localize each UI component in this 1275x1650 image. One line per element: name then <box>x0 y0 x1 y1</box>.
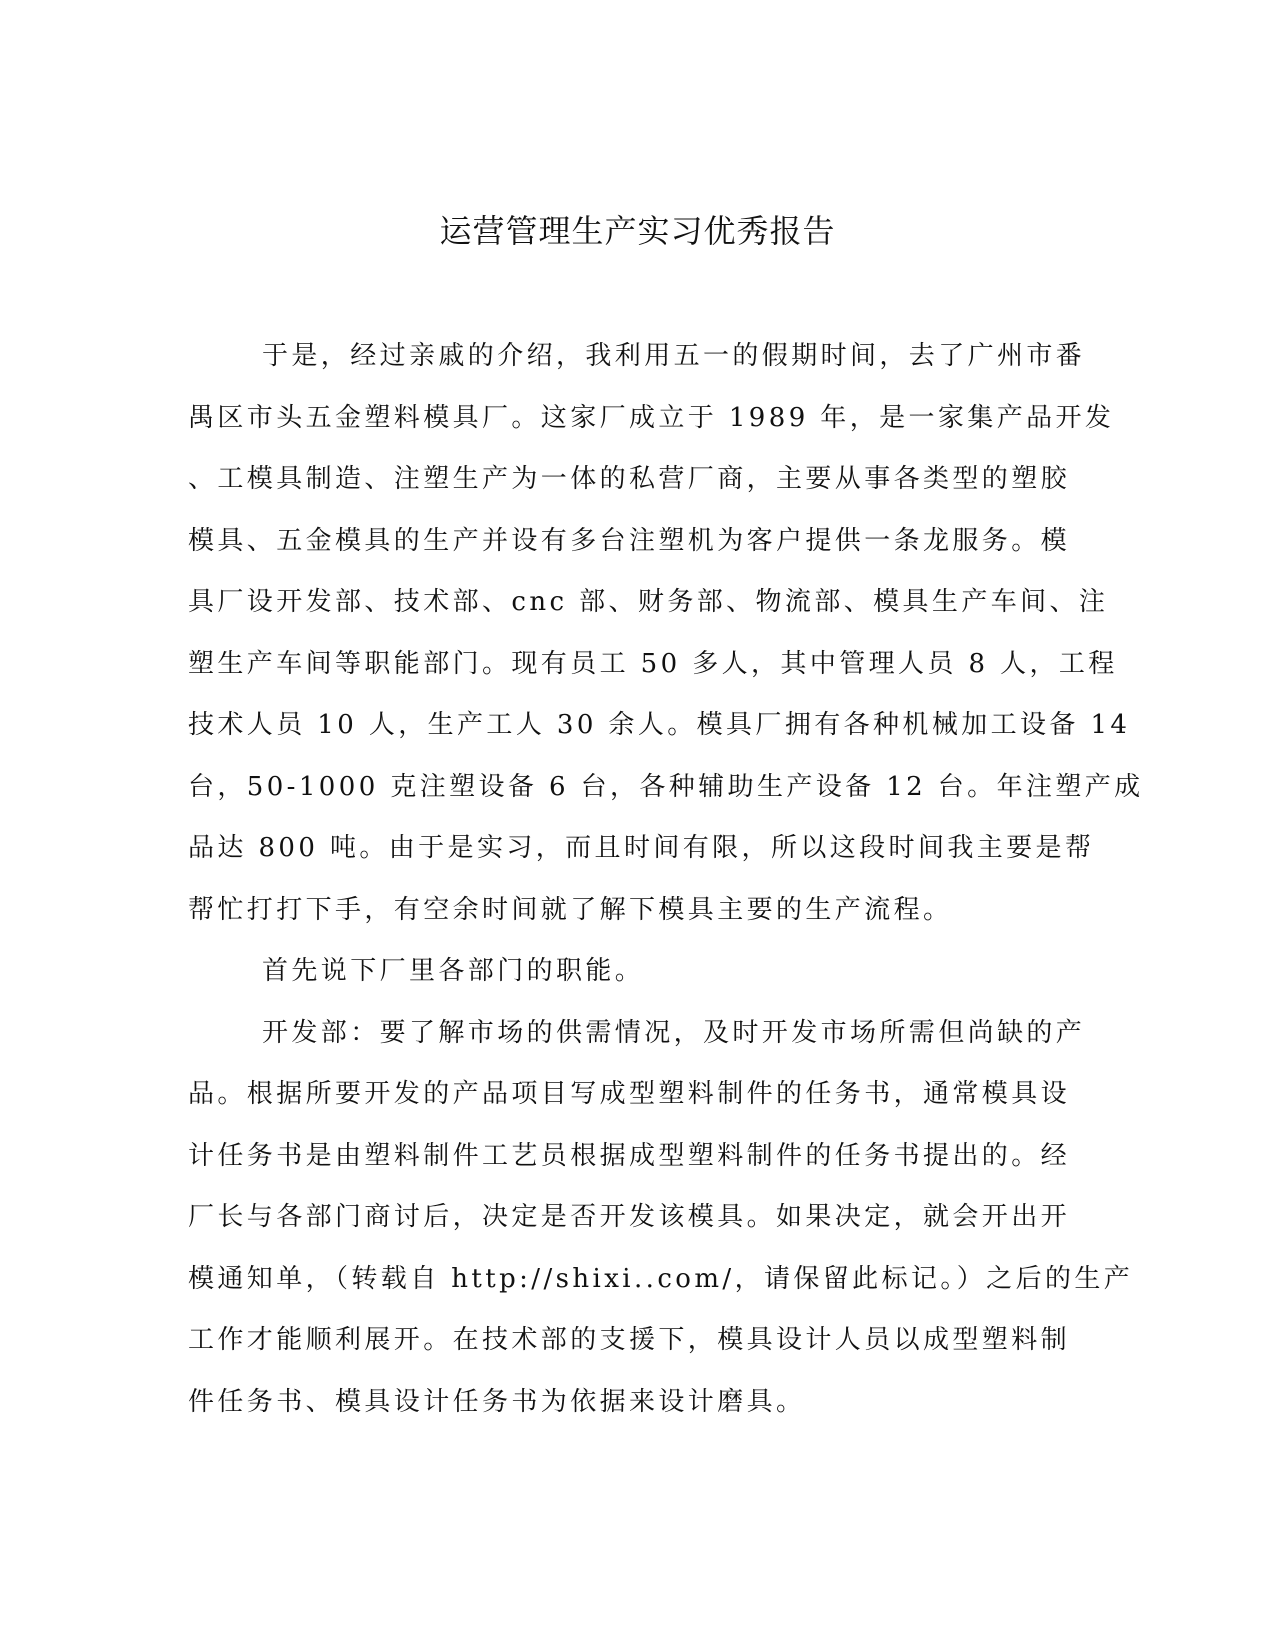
text-line: 工作才能顺利展开。在技术部的支援下，模具设计人员以成型塑料制 <box>188 1325 1071 1355</box>
document-body <box>188 326 1144 1433</box>
page-title: 运营管理生产实习优秀报告 <box>439 212 836 250</box>
text-line: 首先说下厂里各部门的职能。 <box>262 956 645 986</box>
text-line: 计任务书是由塑料制件工艺员根据成型塑料制件的任务书提出的。经 <box>188 1140 1071 1171</box>
text-line: 具厂设开发部、技术部、cnc 部、财务部、物流部、模具生产车间、注 <box>188 587 1109 617</box>
text-line: 模具、五金模具的生产并设有多台注塑机为客户提供一条龙服务。模 <box>188 525 1071 556</box>
text-line: 开发部：要了解市场的供需情况，及时开发市场所需但尚缺的产 <box>262 1017 1086 1048</box>
text-line: 技术人员 10 人，生产工人 30 余人。模具厂拥有各种机械加工设备 14 <box>188 710 1131 740</box>
text-line: 件任务书、模具设计任务书为依据来设计磨具。 <box>188 1386 806 1417</box>
text-line: 、工模具制造、注塑生产为一体的私营厂商，主要从事各类型的塑胶 <box>188 464 1071 494</box>
text-line: 禺区市头五金塑料模具厂。这家厂成立于 1989 年，是一家集产品开发 <box>188 402 1115 433</box>
text-line: 品。根据所要开发的产品项目写成型塑料制件的任务书，通常模具设 <box>188 1079 1071 1109</box>
text-line: 塑生产车间等职能部门。现有员工 50 多人，其中管理人员 8 人，工程 <box>188 648 1118 679</box>
text-line: 帮忙打打下手，有空余时间就了解下模具主要的生产流程。 <box>188 894 953 925</box>
text-line: 厂长与各部门商讨后，决定是否开发该模具。如果决定，就会开出开 <box>188 1202 1071 1232</box>
text-line: 品达 800 吨。由于是实习，而且时间有限，所以这段时间我主要是帮 <box>188 833 1095 863</box>
text-line: 台，50-1000 克注塑设备 6 台，各种辅助生产设备 12 台。年注塑产成 <box>188 771 1144 802</box>
text-line: 模通知单，（转载自 http://shixi..com/，请保留此标记。）之后的生产 <box>188 1263 1134 1294</box>
text-line: 于是，经过亲戚的介绍，我利用五一的假期时间，去了广州市番 <box>262 341 1086 371</box>
